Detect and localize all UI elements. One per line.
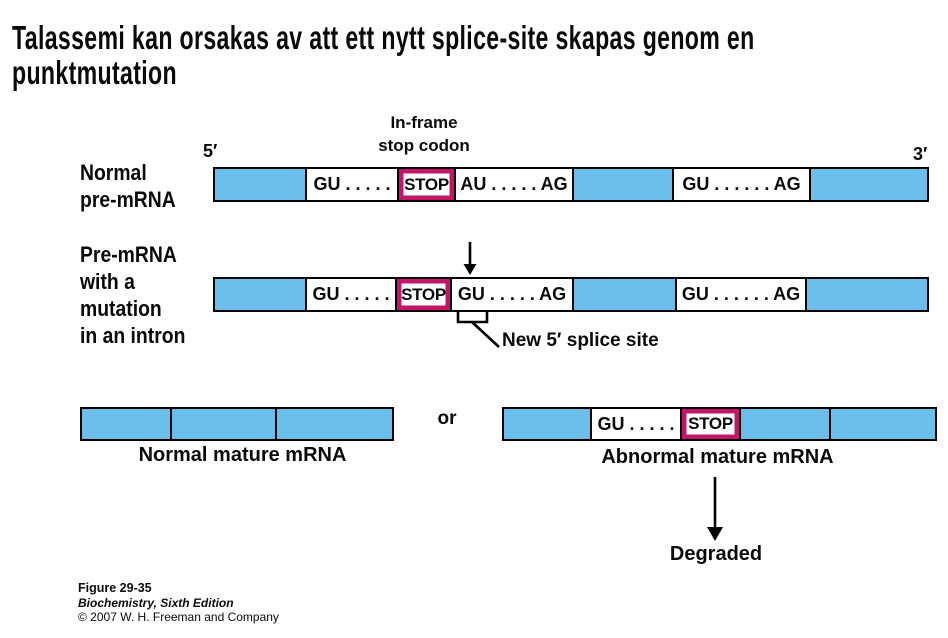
exon-segment [82, 409, 170, 439]
intron-segment: GU . . . . . . AG [672, 169, 809, 200]
exon-segment [504, 409, 590, 439]
stop-codon-box: STOP [395, 279, 450, 310]
in-frame-stop-codon-label: In-frame stop codon [378, 113, 470, 155]
mutated-pre-mrna-bar [213, 277, 929, 312]
intron-segment: AU . . . . . AG [454, 169, 572, 200]
copyright-line: © 2007 W. H. Freeman and Company [78, 610, 279, 624]
abnormal-mature-mrna-bar [502, 407, 937, 441]
five-prime-label: 5′ [203, 141, 218, 161]
stop-codon-box: STOP [397, 169, 454, 200]
exon-segment [215, 169, 305, 200]
intron-segment: GU . . . . . AG [450, 279, 572, 310]
exon-segment [572, 279, 675, 310]
exon-segment [805, 279, 927, 310]
intron-segment: GU . . . . . . AG [675, 279, 805, 310]
title-line-1: Talassemi kan orsakas av att ett nytt splice-site skapas genom en [12, 19, 755, 56]
normal-pre-mrna-bar [213, 167, 929, 202]
three-prime-label: 3′ [913, 144, 928, 164]
exon-segment [215, 279, 305, 310]
exon-segment [739, 409, 829, 439]
figure-caption [78, 581, 279, 624]
exon-segment [809, 169, 927, 200]
exon-segment [170, 409, 275, 439]
or-label: or [437, 408, 457, 429]
new-splice-site-bracket-icon [456, 308, 506, 350]
new-splice-site-label: New 5′ splice site [502, 330, 659, 351]
degraded-arrow-icon [704, 476, 726, 542]
normal-mature-mrna-bar [80, 407, 394, 441]
stop-codon-box: STOP [680, 409, 739, 439]
exon-segment [275, 409, 392, 439]
abnormal-mature-mrna-label: Abnormal mature mRNA [601, 446, 834, 468]
normal-pre-mrna-label: Normal pre-mRNA [80, 160, 176, 212]
intron-segment: GU . . . . . [590, 409, 680, 439]
intron-segment: GU . . . . . [305, 169, 397, 200]
exon-segment [572, 169, 672, 200]
mutation-point-arrow-icon [460, 241, 480, 276]
exon-segment [829, 409, 935, 439]
book-title: Biochemistry, Sixth Edition [78, 596, 234, 610]
figure-number: Figure 29-35 [78, 581, 152, 595]
normal-mature-mrna-label: Normal mature mRNA [138, 444, 347, 466]
intron-segment: GU . . . . . [305, 279, 395, 310]
mutated-pre-mrna-label: Pre-mRNA with a mutation in an intron [80, 242, 186, 348]
degraded-label: Degraded [669, 543, 763, 565]
title-line-2: punktmutation [12, 54, 177, 91]
